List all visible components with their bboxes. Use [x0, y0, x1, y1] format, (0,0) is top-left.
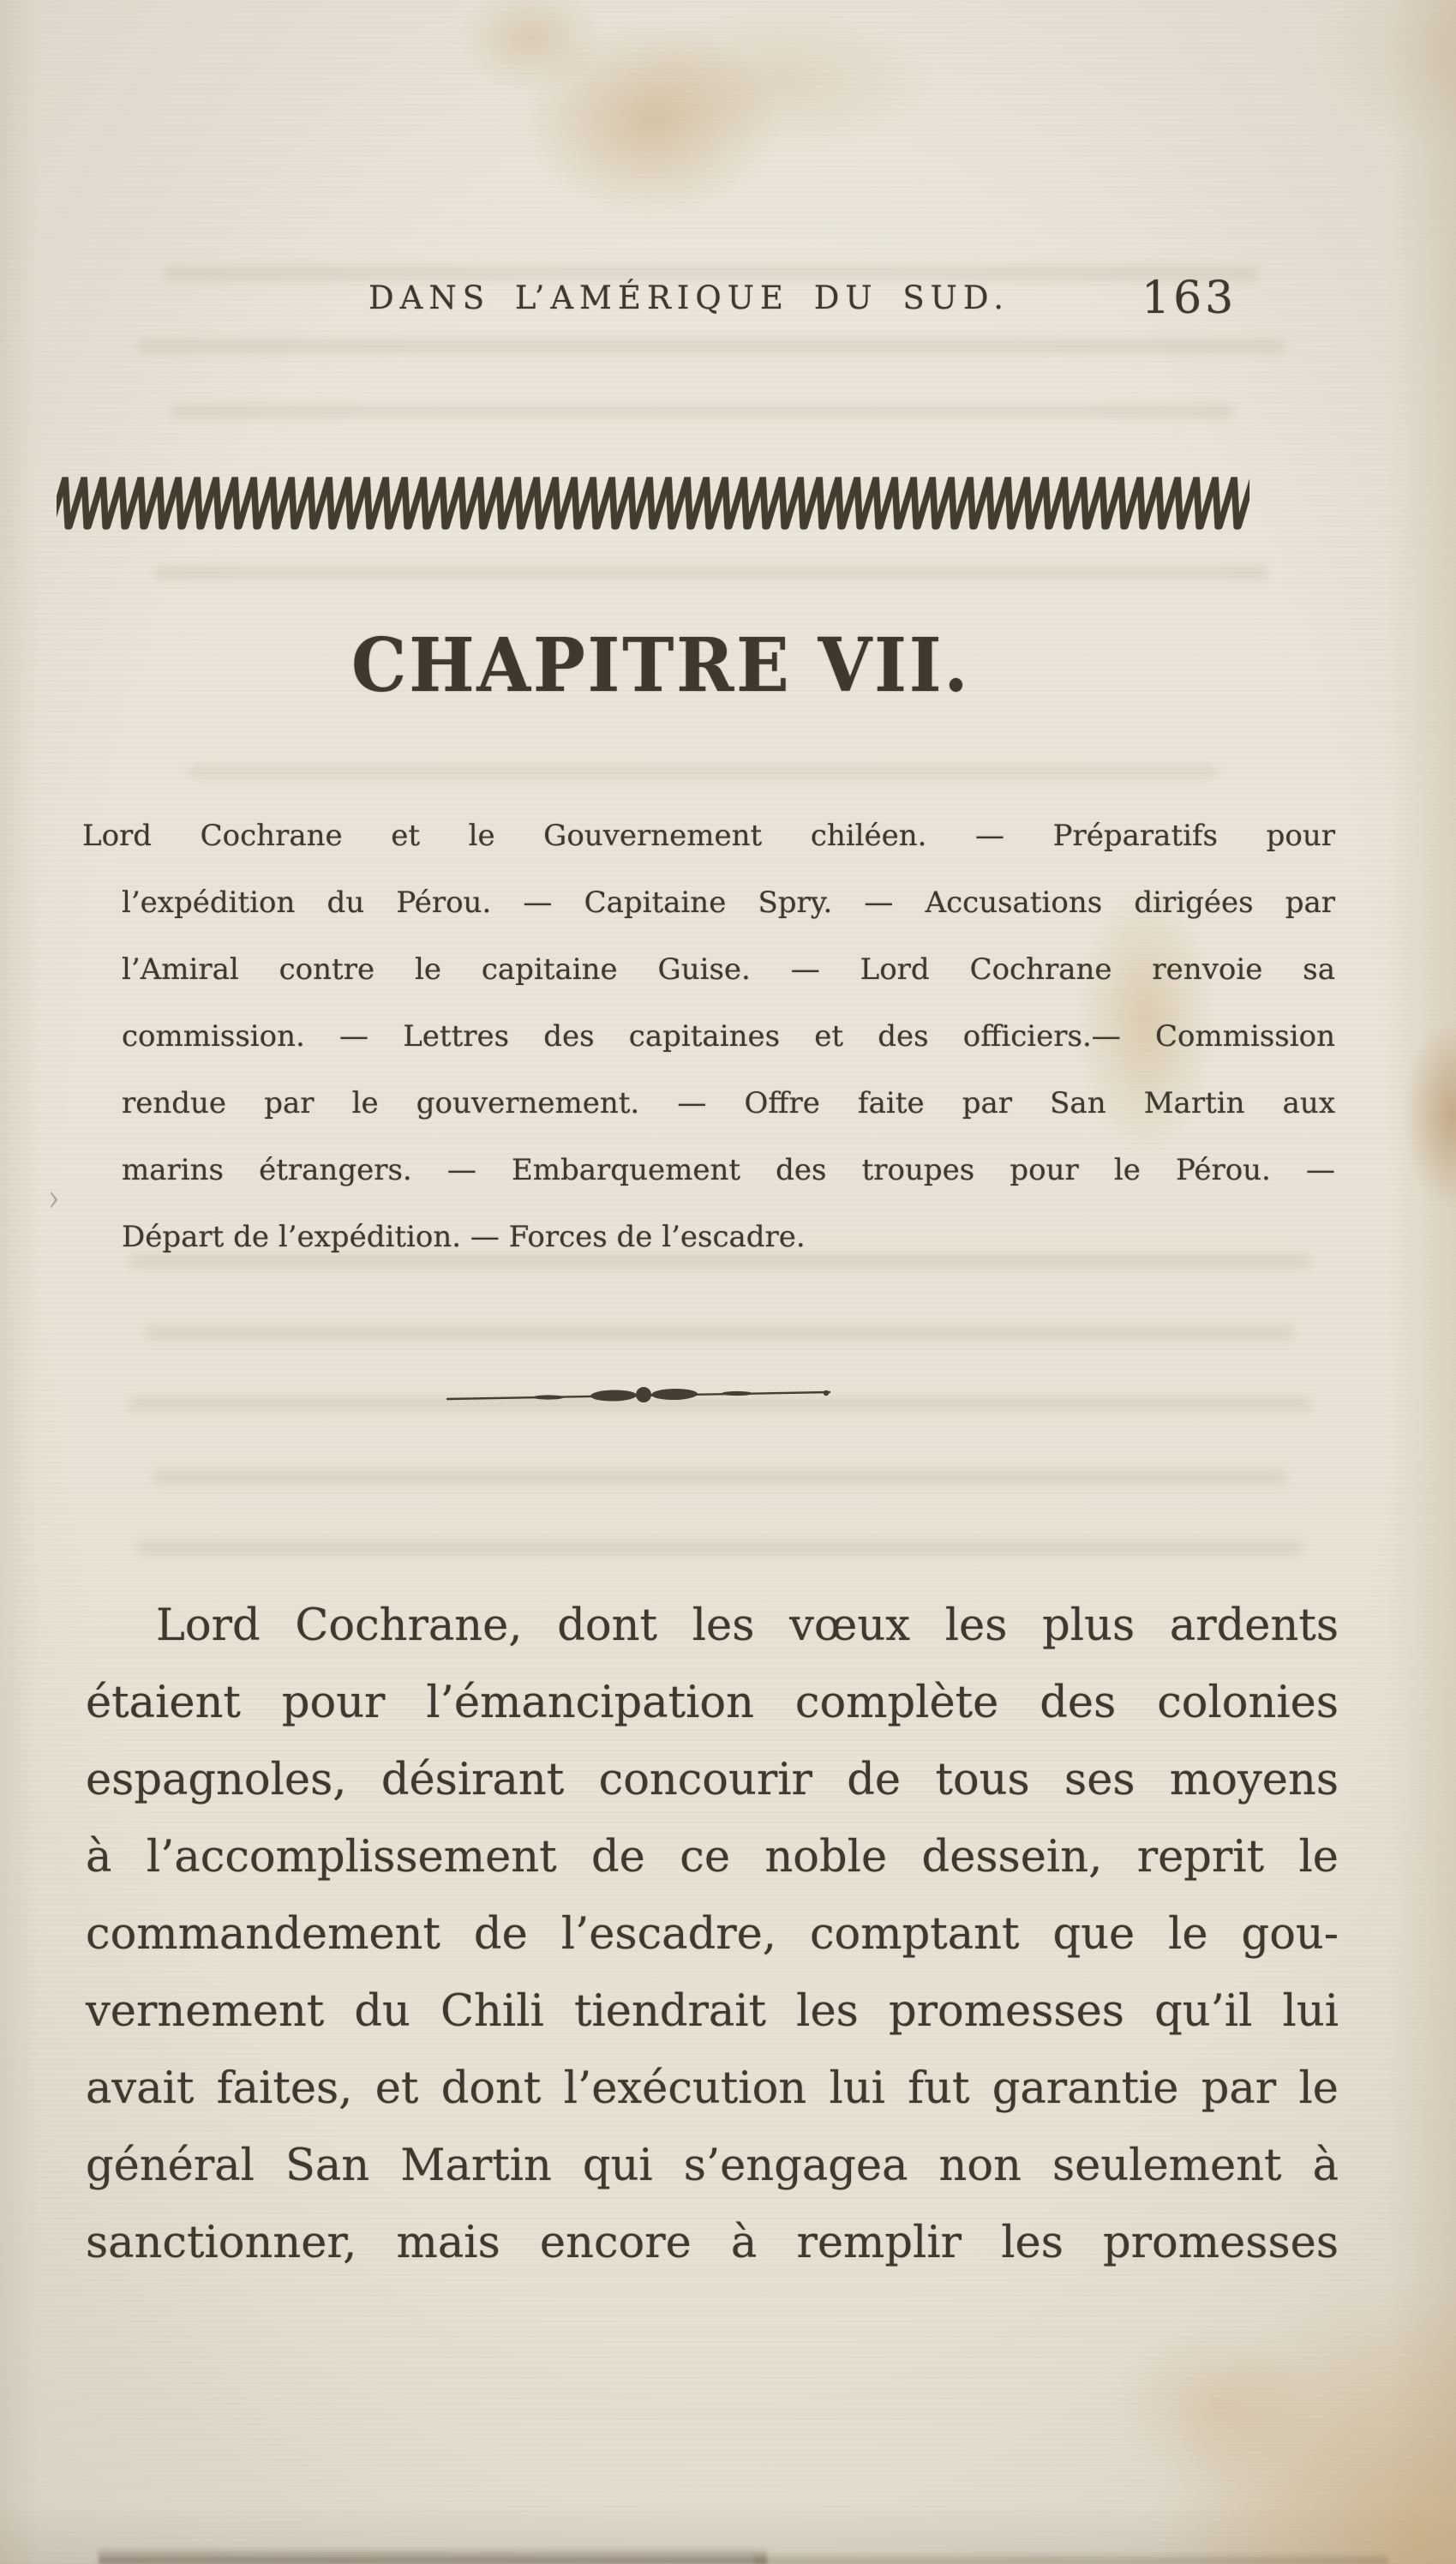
chapter-summary — [82, 802, 1335, 1270]
summary-line: l’expédition du Pérou. — Capitaine Spry. — Accusations dirigées par — [122, 886, 1335, 920]
ghost-text-row — [137, 339, 1285, 354]
body-line: général San Martin qui s’engagea non seulement à — [86, 2141, 1339, 2191]
ghost-text-row — [137, 1541, 1303, 1555]
running-title: DANS L’AMÉRIQUE DU SUD. — [368, 279, 1010, 316]
chapter-heading-row — [0, 622, 1456, 709]
ghost-text-row — [154, 1469, 1285, 1485]
summary-line: Lord Cochrane et le Gouvernement chiléen. — Préparatifs pour — [82, 819, 1335, 853]
body-line: étaient pour l’émancipation complète des colonies — [86, 1678, 1339, 1728]
body-line: sanctionner, mais encore à remplir les promesses — [86, 2218, 1339, 2268]
body-line: commandement de l’escadre, comptant que le gou- — [86, 1909, 1339, 1960]
ghost-text-row — [189, 766, 1217, 778]
ghost-text-row — [146, 1325, 1294, 1341]
summary-line: commission. — Lettres des capitaines et des officiers.— Commission — [122, 1019, 1335, 1054]
summary-line: Départ de l’expédition. — Forces de l’escadre. — [122, 1220, 806, 1254]
divider-ornament — [446, 1382, 833, 1408]
body-line: vernement du Chili tiendrait les promesses qu’il lui — [86, 1986, 1339, 2037]
summary-line: rendue par le gouvernement. — Offre faite par San Martin aux — [122, 1086, 1335, 1120]
scan-edge-shadow — [99, 2547, 767, 2564]
ghost-text-row — [154, 566, 1268, 579]
zigzag-rule-ornament — [57, 471, 1249, 533]
chapter-title: CHAPITRE VII. — [351, 622, 971, 709]
body-line: espagnoles, désirant concourir de tous ses moyens — [86, 1755, 1339, 1805]
body-line: à l’accomplissement de ce noble dessein, reprit le — [86, 1832, 1339, 1882]
summary-line: marins étrangers. — Embarquement des troupes pour le Pérou. — — [122, 1153, 1335, 1187]
summary-line: l’Amiral contre le capitaine Guise. — Lord Cochrane renvoie sa — [122, 952, 1335, 987]
page-number: 163 — [1141, 273, 1237, 324]
ghost-text-row — [171, 405, 1234, 418]
body-line: Lord Cochrane, dont les vœux les plus ardents — [156, 1600, 1339, 1651]
scan-edge-shadow — [754, 2552, 1388, 2564]
margin-pencil-mark: › — [48, 1176, 60, 1221]
body-paragraph — [86, 1588, 1339, 2282]
body-line: avait faites, et dont l’exécution lui fut garantie par le — [86, 2063, 1339, 2114]
